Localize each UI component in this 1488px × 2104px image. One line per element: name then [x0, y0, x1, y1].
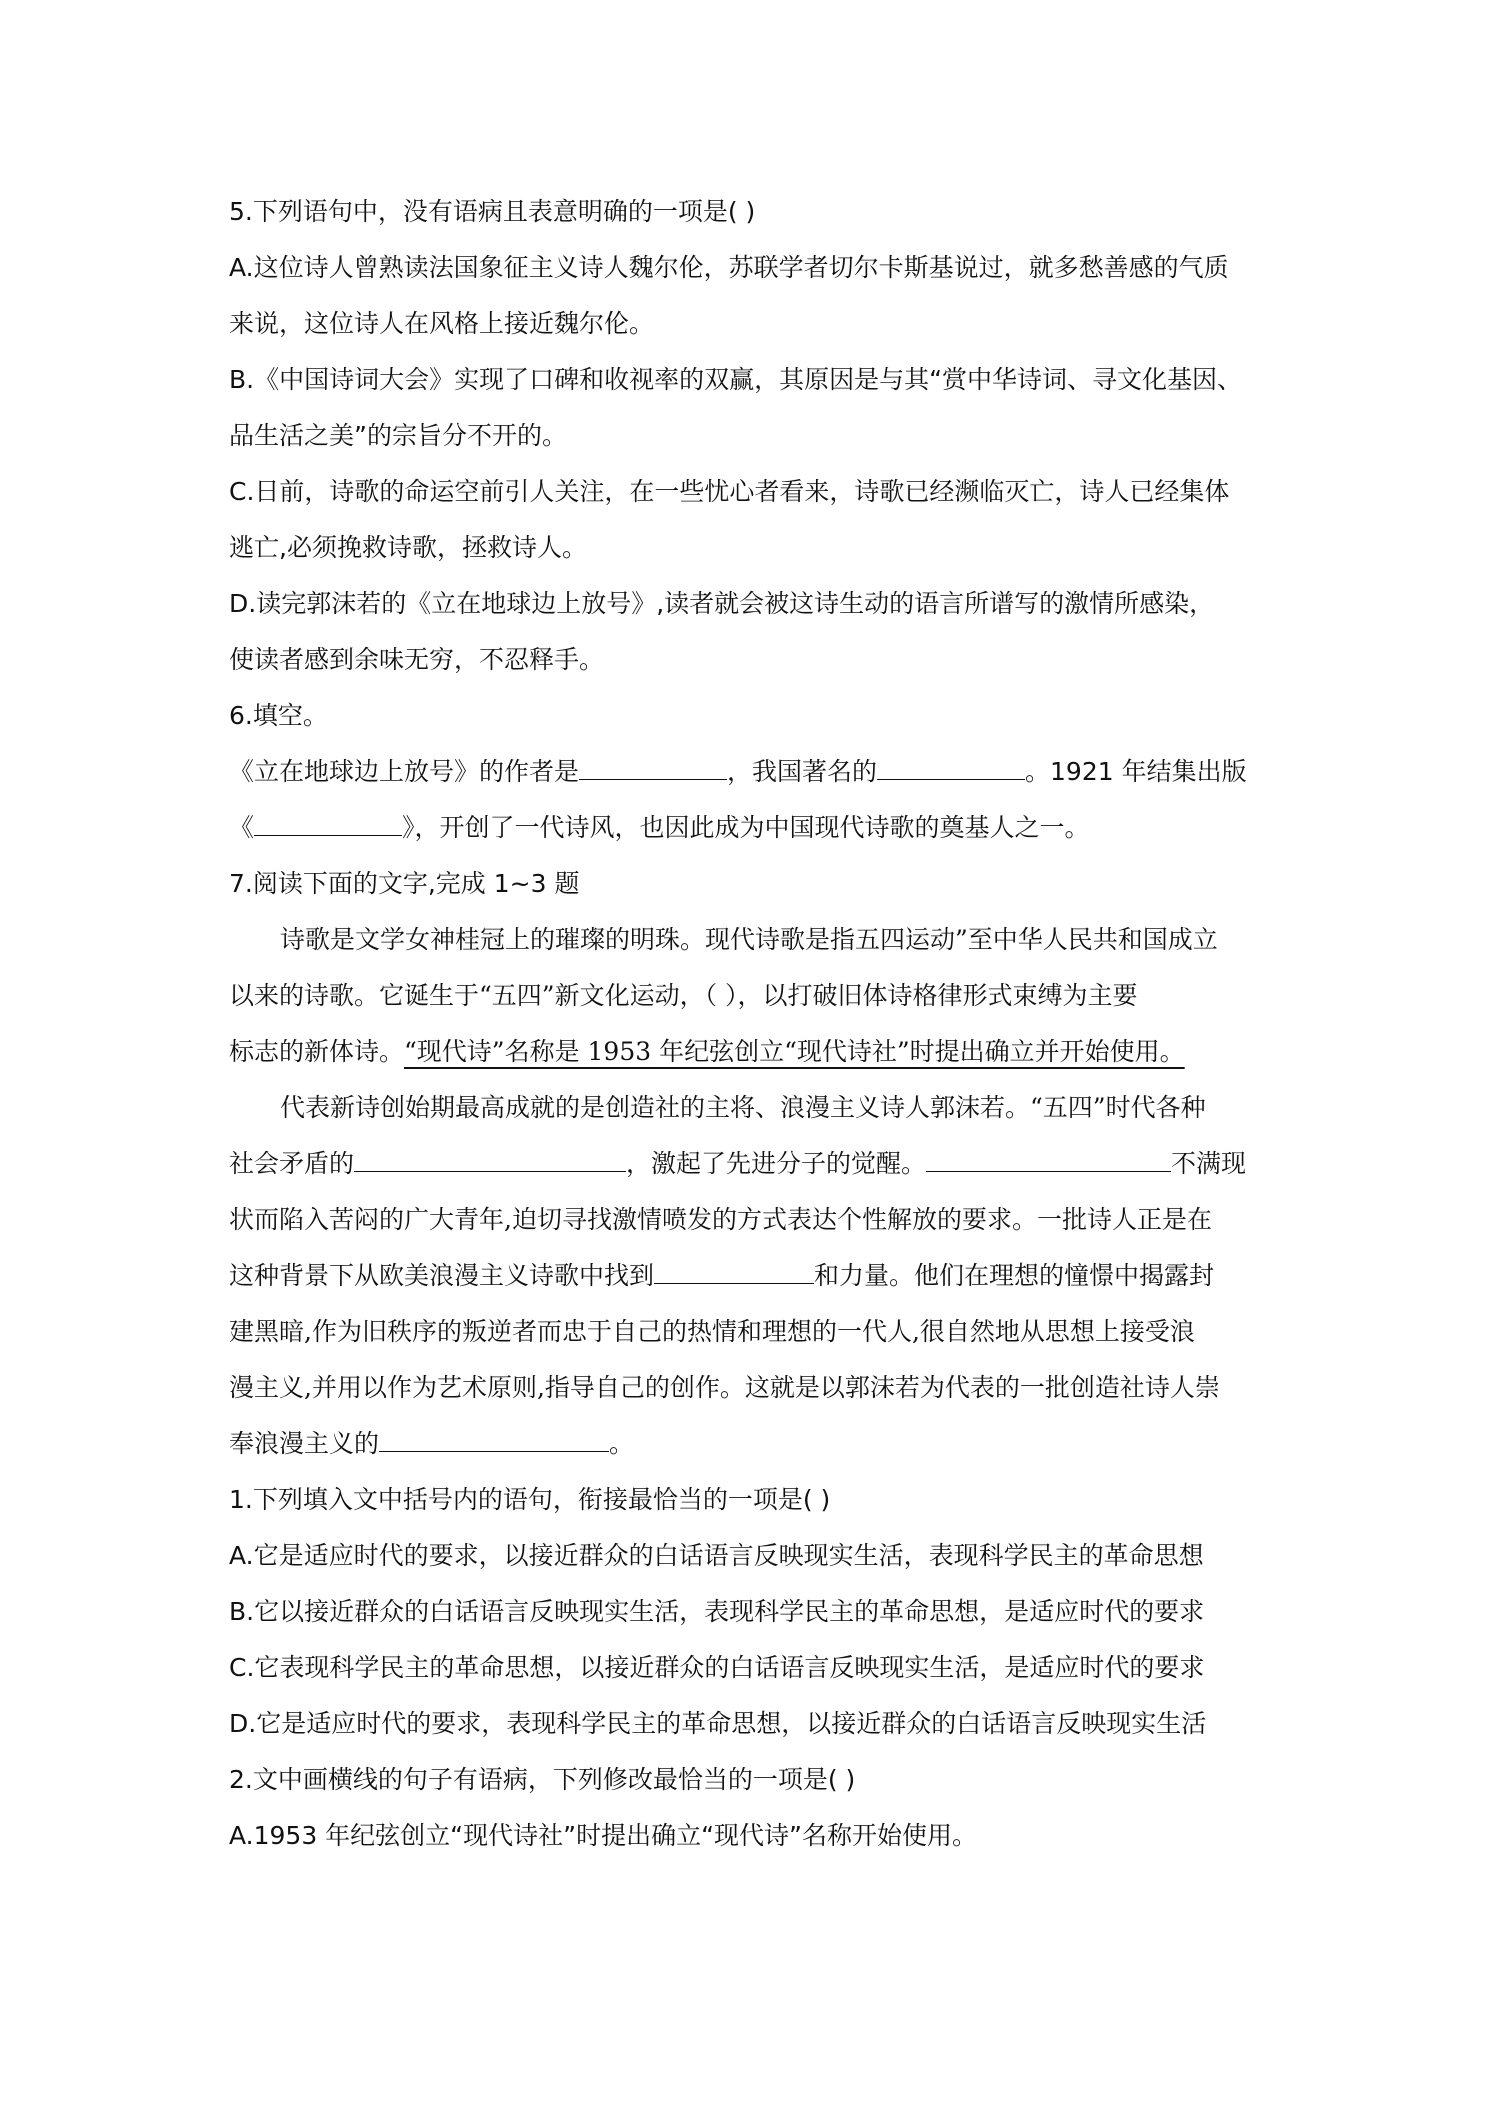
- q5-option-d-line2: 使读者感到余味无穷，不忍释手。: [229, 645, 605, 674]
- underlined-sentence: “现代诗”名称是 1953 年纪弦创立“现代诗社”时提出确立并开始使用。: [404, 1037, 1185, 1066]
- sub-question-2-stem: 2.文中画横线的句子有语病，下列修改最恰当的一项是( ): [229, 1765, 856, 1794]
- sub2-option-a: A.1953 年纪弦创立“现代诗社”时提出确立“现代诗”名称开始使用。: [229, 1821, 977, 1850]
- q5-option-d-line1: D.读完郭沫若的《立在地球边上放号》,读者就会被这诗生动的语言所谱写的激情所感染，: [229, 589, 1215, 618]
- q6-text-c: 。1921 年结集出版: [1025, 757, 1247, 786]
- passage-p1-line1: 诗歌是文学女神桂冠上的璀璨的明珠。现代诗歌是指五四运动”至中华人民共和国成立: [280, 925, 1218, 954]
- passage-blank-1: [354, 1147, 626, 1172]
- q6-blank-identity: [877, 755, 1025, 780]
- q5-option-b-line1: B.《中国诗词大会》实现了口碑和收视率的双赢，其原因是与其“赏中华诗词、寻文化基因、: [229, 365, 1243, 394]
- passage-p1-line3-text: 标志的新体诗。: [229, 1037, 405, 1066]
- q6-text-e: 》，开创了一代诗风，也因此成为中国现代诗歌的奠基人之一。: [402, 813, 1090, 842]
- passage-blank-3: [654, 1259, 814, 1284]
- sub-question-1-stem: 1.下列填入文中括号内的语句，衔接最恰当的一项是( ): [229, 1485, 831, 1514]
- passage-p2-line4-text-b: 和力量。他们在理想的憧憬中揭露封: [814, 1261, 1215, 1290]
- q5-option-a-line2: 来说，这位诗人在风格上接近魏尔伦。: [229, 309, 655, 338]
- q5-option-a-line1: A.这位诗人曾熟读法国象征主义诗人魏尔伦，苏联学者切尔卡斯基说过，就多愁善感的气质: [229, 253, 1229, 282]
- passage-blank-4: [379, 1427, 609, 1452]
- passage-p2-line2-text-a: 社会矛盾的: [229, 1149, 355, 1178]
- passage-p2-line4-text-a: 这种背景下从欧美浪漫主义诗歌中找到: [229, 1261, 655, 1290]
- passage-p2-line3: 状而陷入苦闷的广大青年,迫切寻找激情喷发的方式表达个性解放的要求。一批诗人正是在: [229, 1205, 1212, 1234]
- passage-p2-line7-text-b: 。: [609, 1429, 635, 1458]
- sub1-option-a: A.它是适应时代的要求，以接近群众的白话语言反映现实生活，表现科学民主的革命思想: [229, 1541, 1204, 1570]
- q6-text-a: 《立在地球边上放号》的作者是: [229, 757, 580, 786]
- passage-p2-line2-text-c: 不满现: [1171, 1149, 1247, 1178]
- passage-p1-line2: 以来的诗歌。它诞生于“五四”新文化运动，（ ），以打破旧体诗格律形式束缚为主要: [229, 981, 1138, 1010]
- question-7-stem: 7.阅读下面的文字,完成 1~3 题: [229, 869, 580, 898]
- q6-line-2: [229, 810, 1090, 846]
- passage-blank-2: [926, 1147, 1171, 1172]
- passage-p1-line3: [229, 1034, 1185, 1070]
- q6-blank-author: [579, 755, 727, 780]
- q5-option-c-line2: 逃亡,必须挽救诗歌，拯救诗人。: [229, 533, 587, 562]
- passage-p2-line4: [229, 1258, 1214, 1294]
- sub1-option-c: C.它表现科学民主的革命思想，以接近群众的白话语言反映现实生活，是适应时代的要求: [229, 1653, 1205, 1682]
- sub1-option-d: D.它是适应时代的要求，表现科学民主的革命思想，以接近群众的白话语言反映现实生活: [229, 1709, 1207, 1738]
- q6-text-d: 《: [229, 813, 255, 842]
- question-6-stem: 6.填空。: [229, 701, 328, 730]
- q6-blank-collection: [254, 811, 402, 836]
- q5-option-c-line1: C.日前，诗歌的命运空前引人关注，在一些忧心者看来，诗歌已经濒临灭亡，诗人已经集体: [229, 477, 1230, 506]
- passage-p2-line1: 代表新诗创始期最高成就的是创造社的主将、浪漫主义诗人郭沫若。“五四”时代各种: [280, 1093, 1206, 1122]
- passage-p2-line2: [229, 1146, 1246, 1182]
- q5-option-b-line2: 品生活之美”的宗旨分不开的。: [229, 421, 567, 450]
- passage-p2-line6: 漫主义,并用以作为艺术原则,指导自己的创作。这就是以郭沫若为代表的一批创造社诗人崇: [229, 1373, 1220, 1402]
- sub1-option-b: B.它以接近群众的白话语言反映现实生活，表现科学民主的革命思想，是适应时代的要求: [229, 1597, 1205, 1626]
- passage-p2-line7: [229, 1426, 634, 1462]
- q6-line-1: [229, 754, 1247, 790]
- question-5-stem: 5.下列语句中，没有语病且表意明确的一项是( ): [229, 197, 756, 226]
- q6-text-b: ，我国著名的: [727, 757, 878, 786]
- passage-p2-line7-text-a: 奉浪漫主义的: [229, 1429, 380, 1458]
- passage-p2-line2-text-b: ，激起了先进分子的觉醒。: [626, 1149, 927, 1178]
- passage-p2-line5: 建黑暗,作为旧秩序的叛逆者而忠于自己的热情和理想的一代人,很自然地从思想上接受浪: [229, 1317, 1195, 1346]
